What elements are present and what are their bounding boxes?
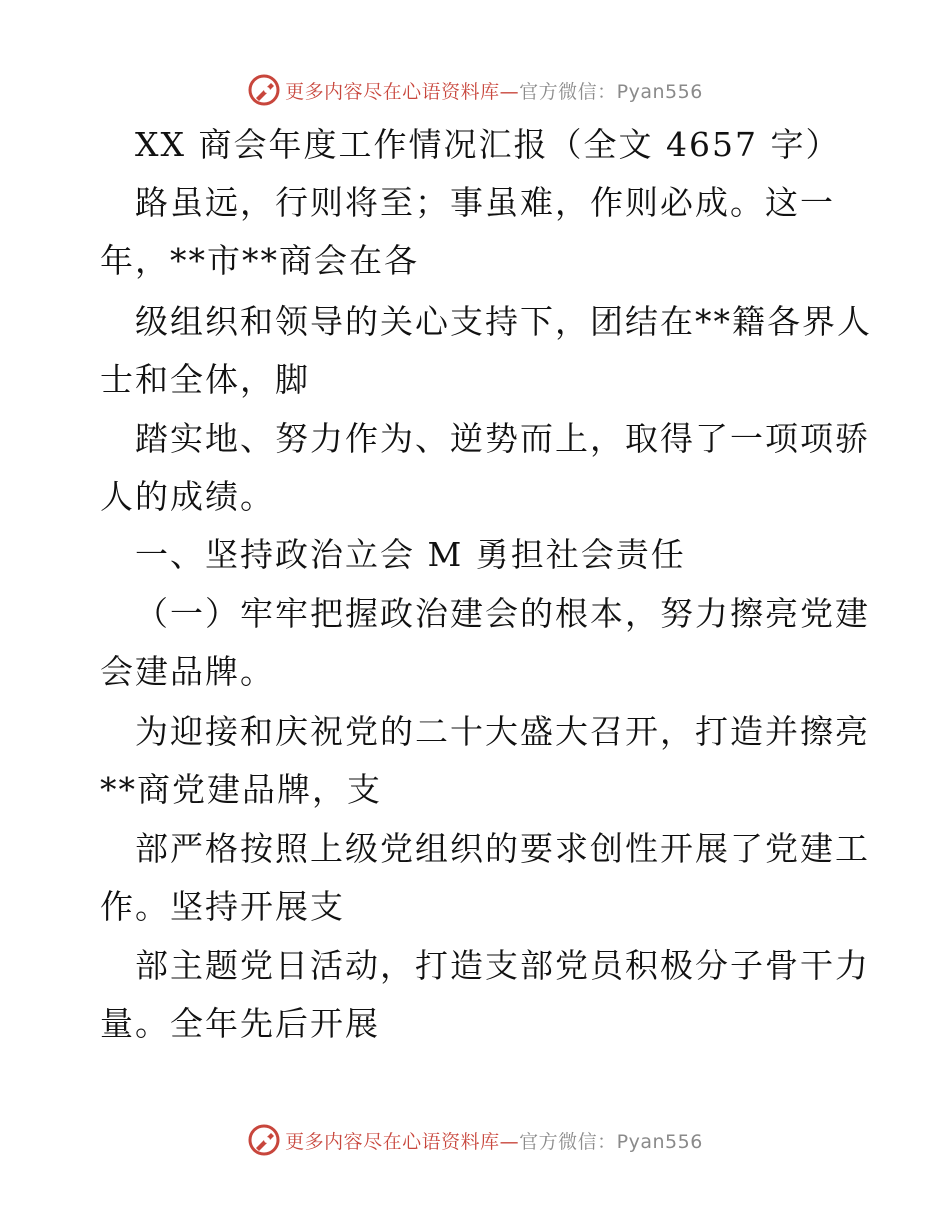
pen-logo-icon — [247, 1123, 281, 1157]
paragraph-line: 会建品牌。 — [100, 652, 275, 691]
paragraph-line: 士和全体，脚 — [100, 360, 310, 399]
paragraph-line: **商党建品牌，支 — [100, 770, 382, 809]
paragraph-line: 踏实地、努力作为、逆势而上，取得了一项项骄 — [135, 419, 870, 458]
paragraph-line: 作。坚持开展支 — [100, 887, 345, 926]
header-watermark-banner — [0, 70, 950, 110]
banner-wechat-text: 官方微信：Pyan556 — [519, 80, 703, 103]
banner-site-text: 更多内容尽在心语资料库— — [285, 1130, 520, 1153]
section-heading: 一、坚持政治立会 M 勇担社会责任 — [135, 535, 686, 574]
subsection-heading: （一）牢牢把握政治建会的根本，努力擦亮党建 — [135, 594, 870, 633]
pen-logo-icon — [247, 73, 281, 107]
paragraph-line: 部主题党日活动，打造支部党员积极分子骨干力 — [135, 946, 870, 985]
paragraph-line: 人的成绩。 — [100, 477, 275, 516]
paragraph-line: 部严格按照上级党组织的要求创性开展了党建工 — [135, 829, 870, 868]
paragraph-line: 路虽远，行则将至；事虽难，作则必成。这一 — [135, 183, 835, 222]
paragraph-line: 级组织和领导的关心支持下，团结在**籍各界人 — [135, 302, 872, 341]
paragraph-line: 量。全年先后开展 — [100, 1004, 380, 1043]
paragraph-line: 为迎接和庆祝党的二十大盛大召开，打造并擦亮 — [135, 712, 870, 751]
document-title: XX 商会年度工作情况汇报（全文 4657 字） — [135, 125, 841, 164]
banner-site-text: 更多内容尽在心语资料库— — [285, 80, 520, 103]
banner-text — [285, 1127, 703, 1154]
footer-watermark-banner — [0, 1120, 950, 1160]
paragraph-line: 年，**市**商会在各 — [100, 241, 419, 280]
banner-wechat-text: 官方微信：Pyan556 — [519, 1130, 703, 1153]
banner-text — [285, 77, 703, 104]
